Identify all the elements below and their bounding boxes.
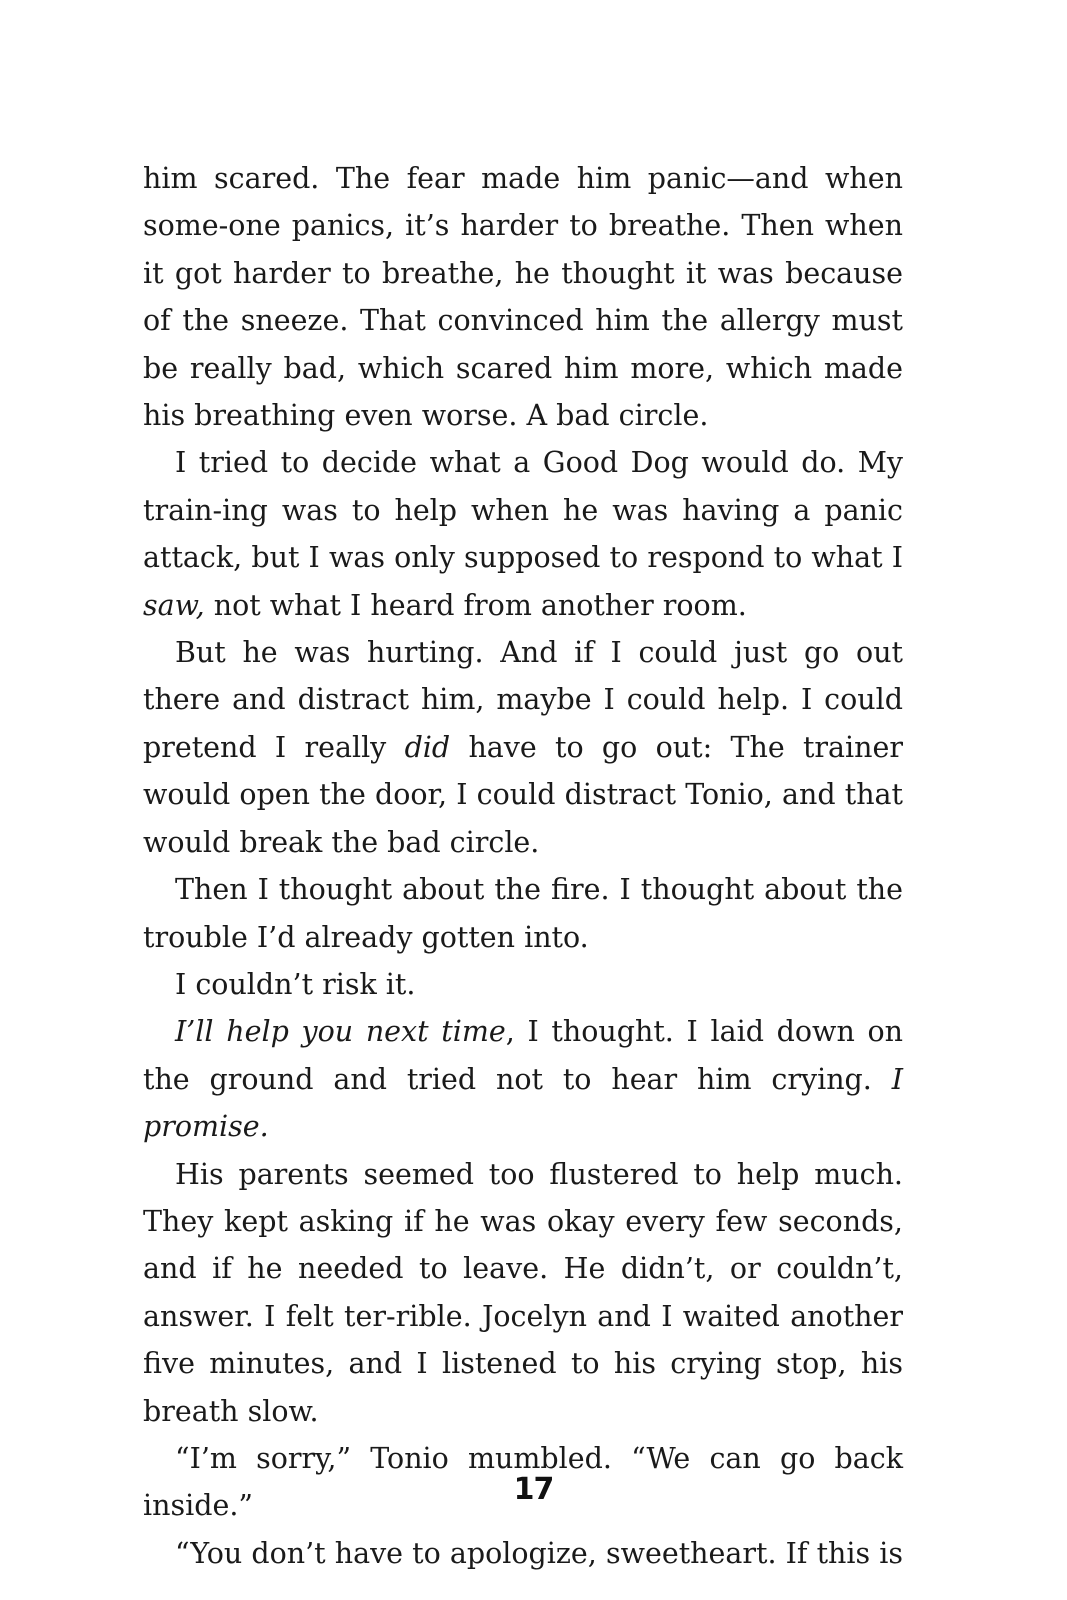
italic-text-segment: I’ll help you next time	[175, 1015, 506, 1049]
text-segment: have to go out: The trainer would open the door, I could distract Tonio, and that would break the bad circle.	[143, 730, 903, 859]
text-segment: , I thought. I laid down on the ground and tried not to hear him crying.	[143, 1015, 904, 1096]
italic-text-segment: I promise.	[143, 1062, 903, 1144]
paragraph	[143, 961, 903, 1008]
italic-text-segment: did	[404, 730, 451, 764]
paragraph	[143, 1530, 903, 1577]
text-segment: I couldn’t risk it.	[175, 967, 416, 1001]
paragraph	[143, 439, 903, 629]
paragraph	[143, 1151, 903, 1435]
text-segment: But he was hurting. And if I could just go out there and distract him, maybe I could help. I could pretend I really	[143, 636, 903, 764]
paragraph	[143, 866, 903, 961]
page-number: 17	[513, 1472, 554, 1507]
text-segment: not what I heard from another room.	[204, 588, 747, 622]
paragraph	[143, 629, 903, 866]
text-segment: I tried to decide what a Good Dog would do. My train-ing was to help when he was having a panic attack, but I was only supposed to respond to what I	[143, 446, 903, 575]
body-text	[143, 155, 903, 1577]
text-segment: him scared. The fear made him panic—and when some-one panics, it’s harder to breathe. Then when it got harder to breathe, he thought it was because of the sneeze. That convinced him the allergy must be really bad, which scared him more, which made his breathing even worse. A bad circle.	[143, 162, 903, 433]
text-segment: His parents seemed too flustered to help much. They kept asking if he was okay every few seconds, and if he needed to leave. He didn’t, or couldn’t, answer. I felt ter-rible. Jocelyn and I waited another five minutes, and I listened to his crying stop, his breath slow.	[143, 1157, 903, 1428]
paragraph	[143, 155, 903, 439]
text-segment: “I’m sorry,” Tonio mumbled. “We can go back inside.”	[143, 1441, 903, 1523]
italic-text-segment: saw,	[143, 588, 205, 622]
text-segment: “You don’t have to apologize, sweetheart. If this is	[175, 1536, 903, 1570]
paragraph	[143, 1008, 903, 1150]
text-segment: Then I thought about the fire. I thought about the trouble I’d already gotten into.	[143, 873, 903, 954]
